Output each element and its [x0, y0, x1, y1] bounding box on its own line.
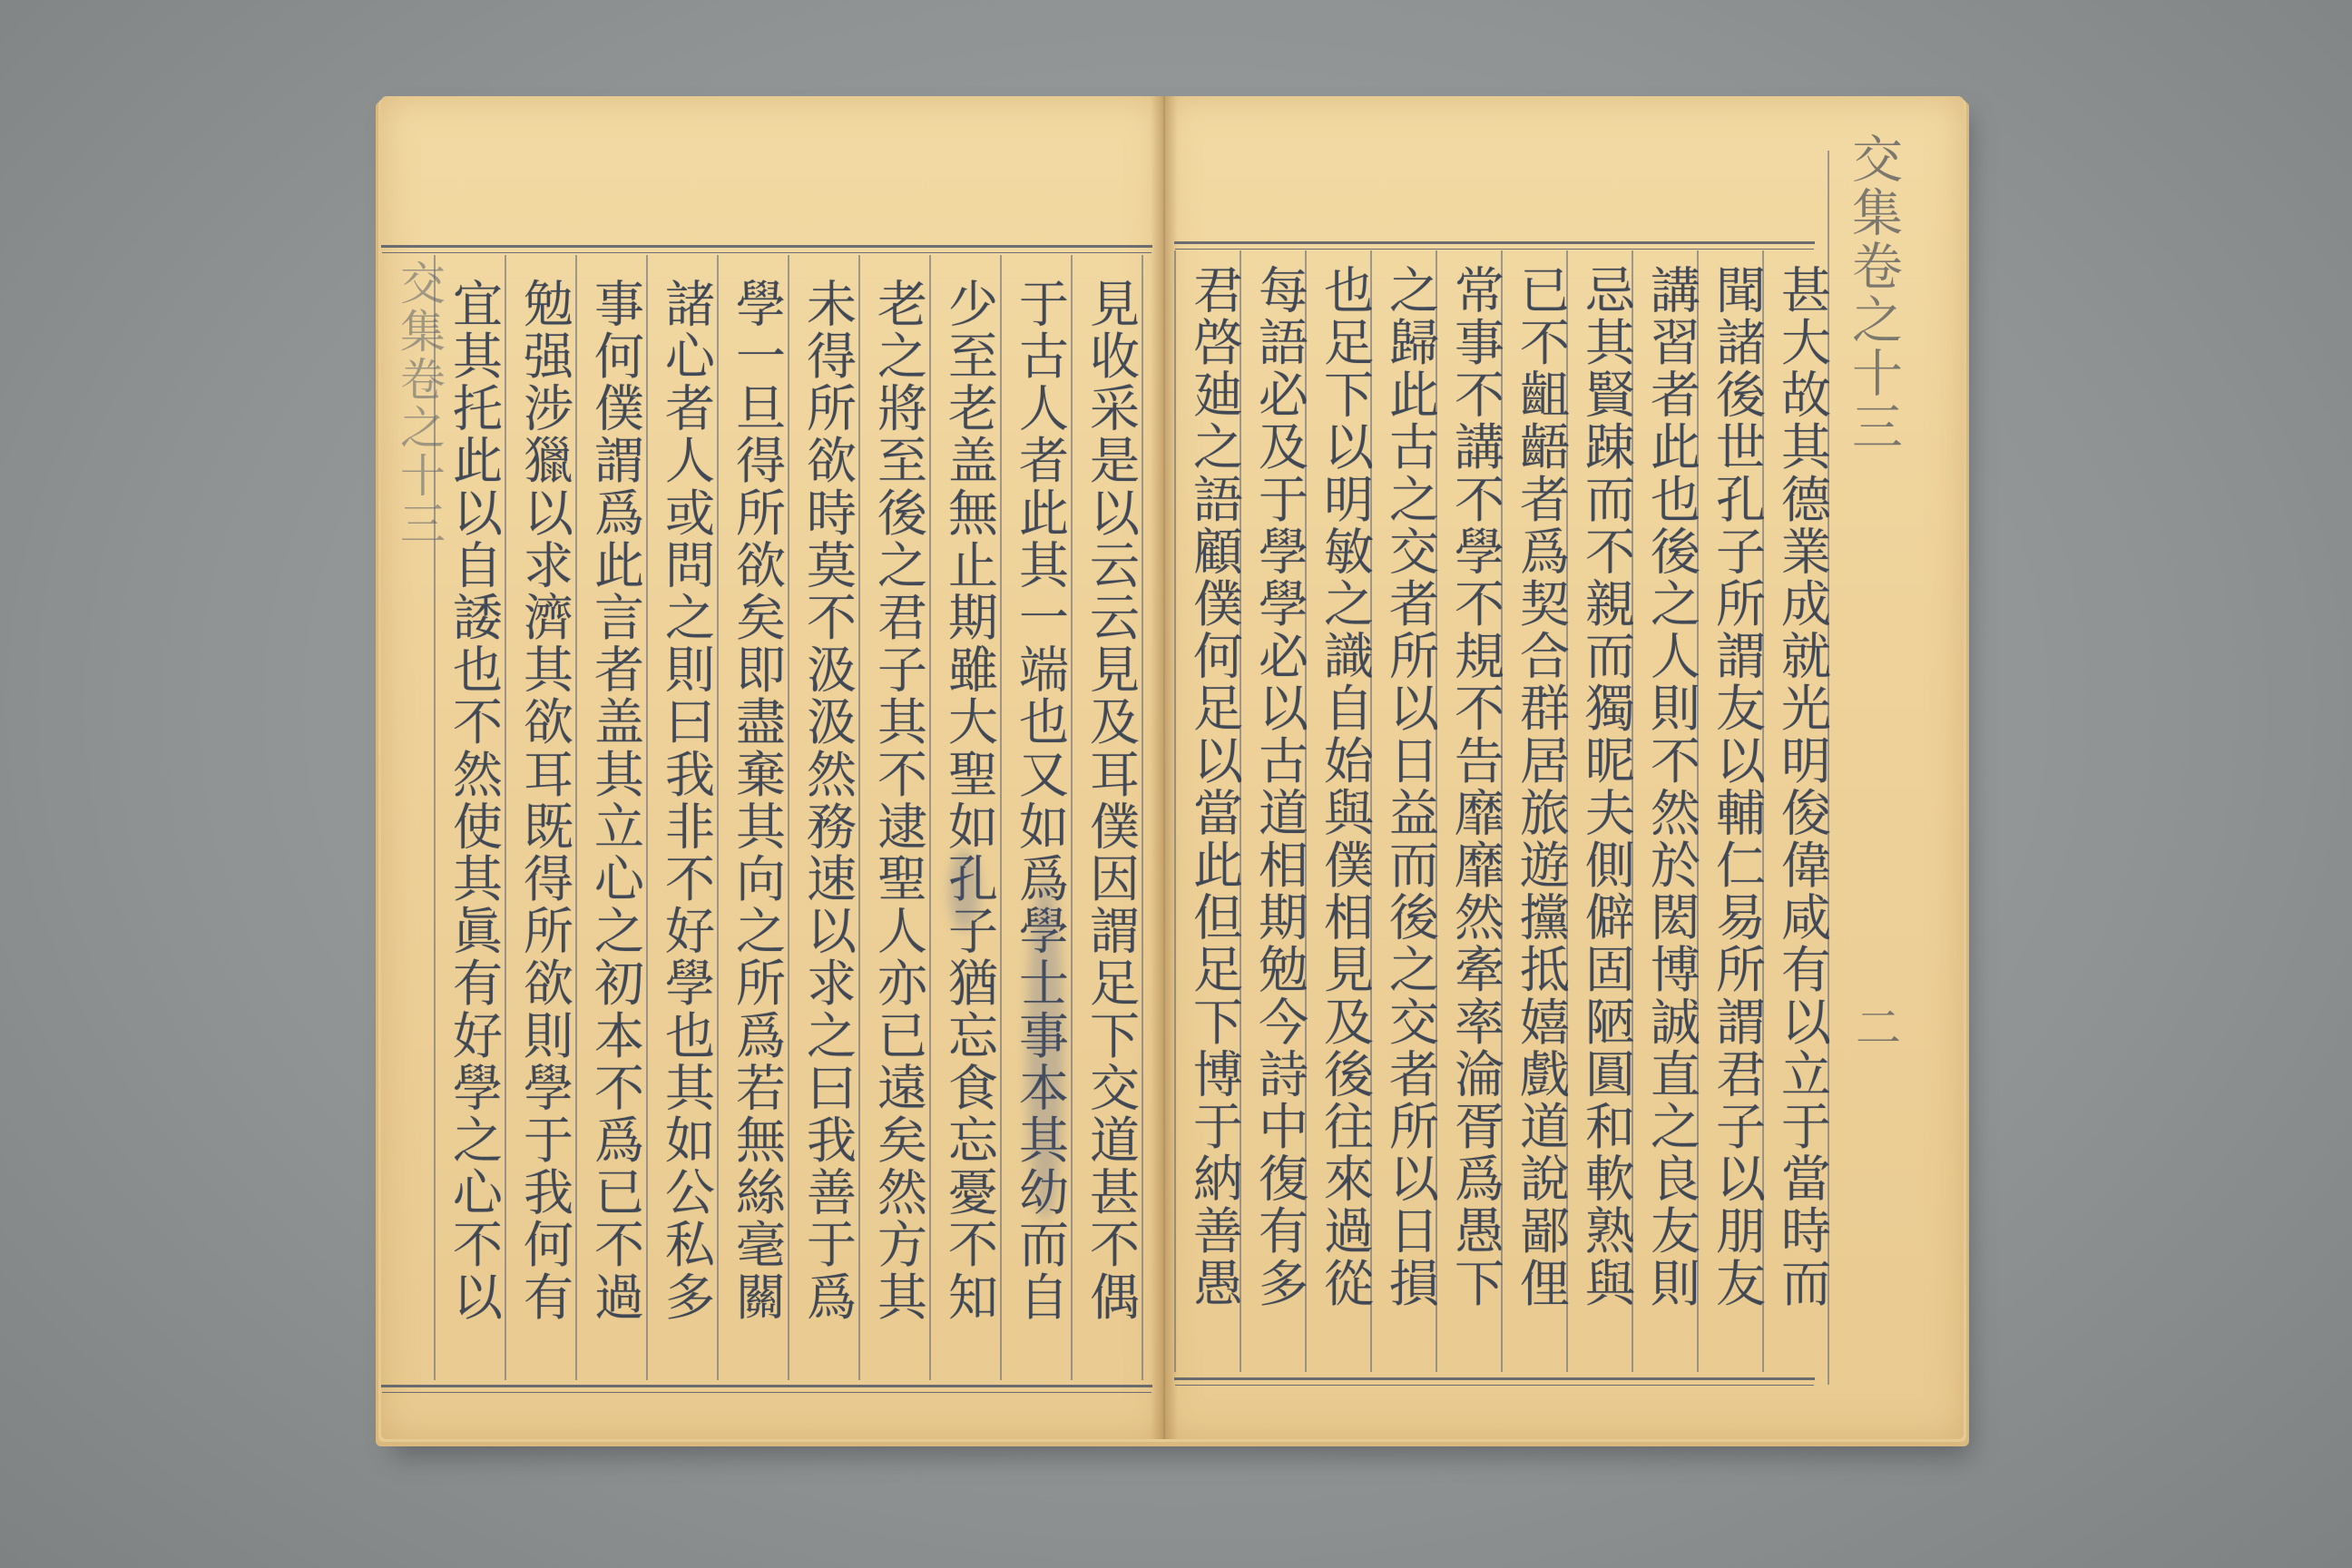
- column-rule: [575, 255, 577, 1380]
- text-column: 之歸此古之交者所以日益而後之交者所以日損: [1381, 264, 1439, 1309]
- column-rule: [434, 255, 436, 1380]
- ink-stain: [1027, 877, 1063, 1221]
- text-column: 見收采是以云云見及耳僕因謂足下交道甚不偶: [1082, 278, 1140, 1323]
- column-rule: [1142, 255, 1143, 1380]
- column-rule: [929, 255, 931, 1380]
- text-column: 君啓廸之語顧僕何足以當此但足下博于納善愚: [1185, 264, 1243, 1309]
- text-column: 忌其賢踈而不親而獨昵夫側僻固陋圓和軟熟與: [1577, 264, 1635, 1309]
- open-book: [381, 96, 1964, 1439]
- text-column: 于古人者此其一端也又如爲學士事本其幼而自: [1011, 278, 1069, 1323]
- text-column: 也足下以明敏之識自始與僕相見及後往來過從: [1316, 264, 1374, 1309]
- column-rule: [1071, 255, 1073, 1380]
- bottom-border-rule: [1174, 1377, 1815, 1380]
- text-column: 宜其托此以自諉也不然使其眞有好學之心不以: [445, 278, 503, 1323]
- ink-stain: [949, 849, 980, 931]
- text-column: 常事不講不學不規不告靡靡然牽率淪胥爲愚下: [1446, 264, 1504, 1309]
- text-column: 未得所欲時莫不汲汲然務速以求之曰我善于爲: [799, 278, 857, 1323]
- top-border-rule: [1174, 241, 1815, 244]
- text-column: 每語必及于學學必以古道相期勉今詩中復有多: [1250, 264, 1308, 1309]
- column-rule: [505, 255, 506, 1380]
- folio-number: 二: [1848, 1004, 1901, 1052]
- column-rule: [788, 255, 789, 1380]
- text-column: 甚大故其德業成就光明俊偉咸有以立于當時而: [1773, 264, 1831, 1309]
- column-rule: [646, 255, 648, 1380]
- text-column: 勉强涉獵以求濟其欲耳既得所欲則學于我何有: [515, 278, 573, 1323]
- text-column: 諸心者人或問之則曰我非不好學也其如公私多: [657, 278, 715, 1323]
- column-rule: [858, 255, 860, 1380]
- text-column: 老之將至後之君子其不逮聖人亦已遠矣然方其: [869, 278, 927, 1323]
- bottom-border-rule: [381, 1385, 1152, 1387]
- book-gutter: [1151, 96, 1178, 1439]
- text-column: 少至老盖無止期雖大聖如孔子猶忘食忘憂不知: [940, 278, 998, 1323]
- left-page: [381, 96, 1163, 1439]
- top-border-rule: [381, 245, 1152, 248]
- right-page: [1163, 96, 1964, 1439]
- text-column: 聞諸後世孔子所謂友以輔仁易所謂君子以朋友: [1708, 264, 1766, 1309]
- text-column: 已不齟齬者爲契合群居旅遊攩抵嬉戲道說鄙俚: [1512, 264, 1570, 1309]
- right-page-margin-title: 交集卷之十三: [1844, 132, 1903, 454]
- text-column: 講習者此也後之人則不然於閎博誠直之良友則: [1642, 264, 1700, 1309]
- left-page-margin-title: 交集卷之十三: [393, 260, 446, 548]
- column-rule: [1000, 255, 1002, 1380]
- column-rule: [717, 255, 719, 1380]
- text-column: 學一旦得所欲矣即盡棄其向之所爲若無絲毫關: [728, 278, 786, 1323]
- text-column: 事何僕謂爲此言者盖其立心之初本不爲已不過: [586, 278, 644, 1323]
